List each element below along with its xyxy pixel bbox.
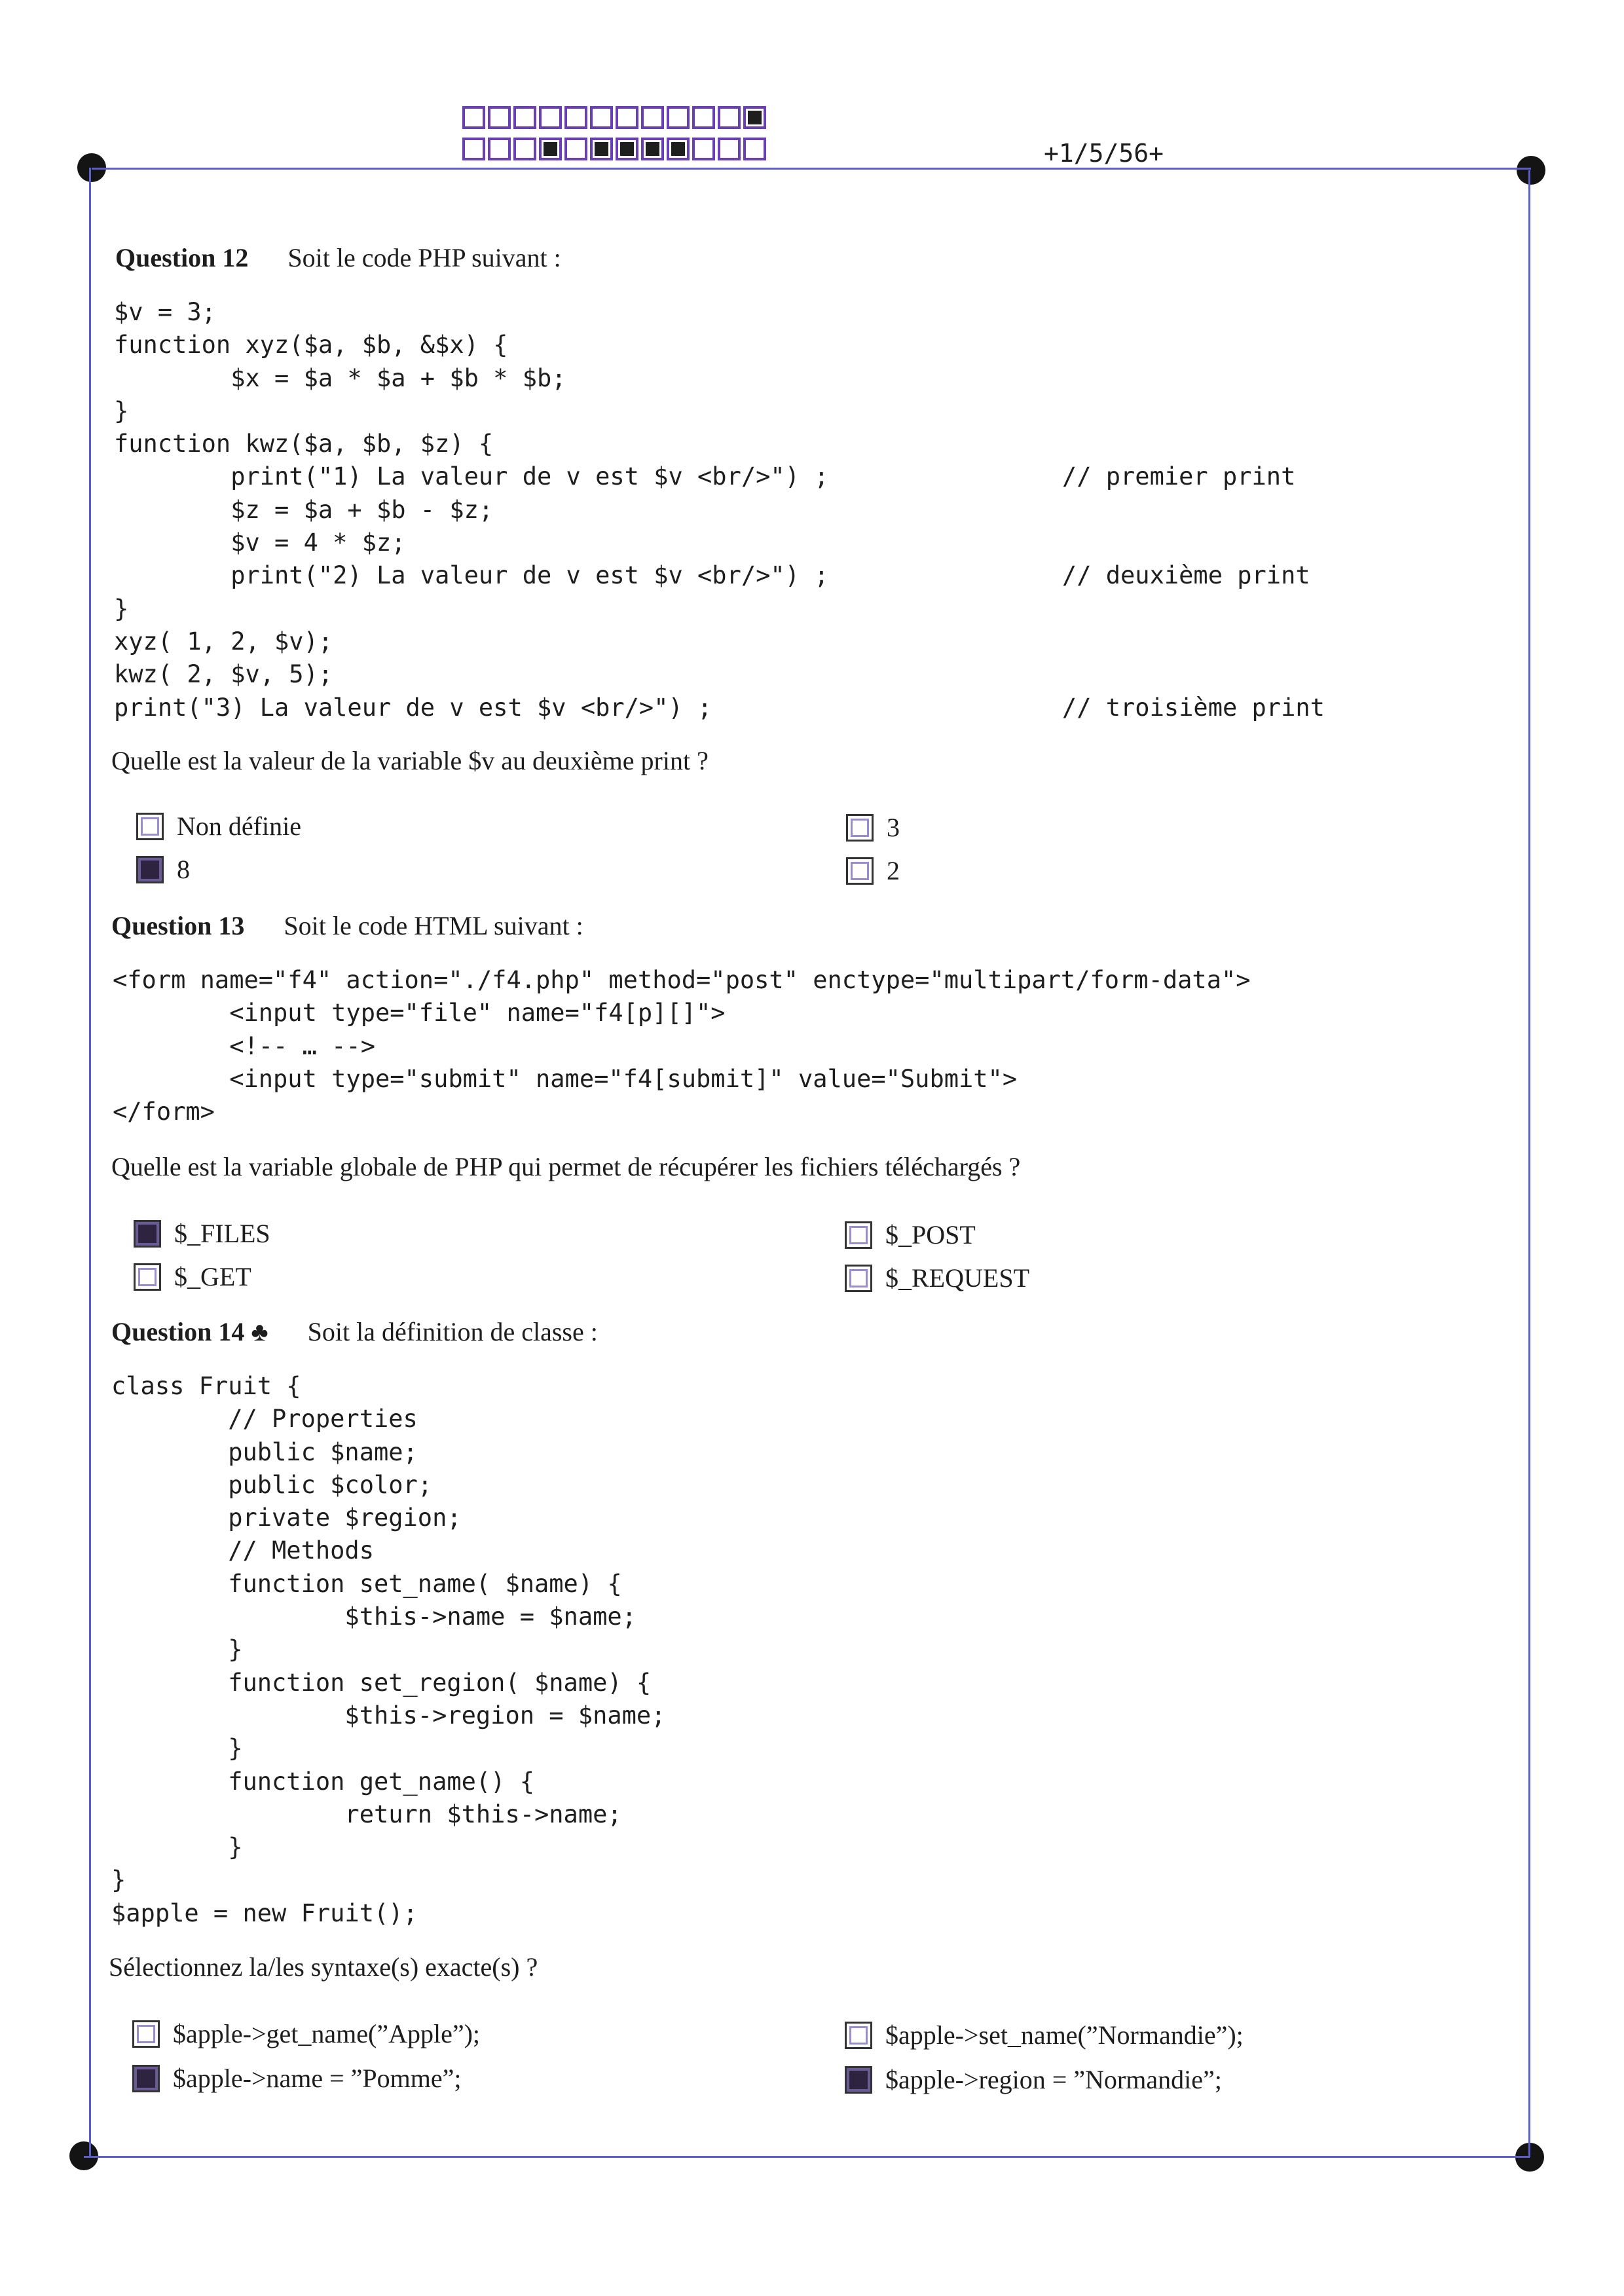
q14-option-c-label: $apple->set_name(”Normandie”); <box>885 2020 1244 2050</box>
question-14-label: Question 14 ♣ <box>111 1317 268 1346</box>
corner-mark-top-right <box>1517 156 1545 185</box>
id-grid-cell <box>539 138 562 160</box>
question-14-intro: Soit la définition de classe : <box>307 1317 598 1346</box>
q12-option-d-label: 2 <box>887 856 900 885</box>
q13-option-d-label: $_REQUEST <box>885 1263 1029 1293</box>
id-grid-cell <box>513 106 536 129</box>
id-grid-cell <box>462 106 485 129</box>
id-grid-cell <box>692 138 715 160</box>
q12-option-c[interactable] <box>846 812 900 843</box>
question-14-code: class Fruit { // Properties public $name; public $color; private $region; // Methods function set_name( $name) { $this->name = $name; } function set_region( $name) { $this->region = $name; } function get_name() { return $this->name; } } $apple = new Fruit(); <box>111 1372 666 1927</box>
q14-option-d[interactable] <box>845 2064 1222 2095</box>
frame-right-line <box>1528 170 1530 2157</box>
q12-option-b[interactable] <box>136 854 190 885</box>
q14-option-b[interactable] <box>132 2063 462 2094</box>
q12-option-d[interactable] <box>846 855 900 886</box>
id-grid-cell <box>488 138 511 160</box>
q14-option-c-checkbox[interactable] <box>845 2022 872 2049</box>
id-grid-cell <box>667 106 690 129</box>
id-grid-cell <box>692 106 715 129</box>
q12-option-c-checkbox[interactable] <box>846 814 874 842</box>
question-12-prompt: Quelle est la valeur de la variable $v au deuxième print ? <box>111 746 709 775</box>
frame-top-line <box>92 168 1531 170</box>
page-code: +1/5/56+ <box>1044 139 1164 168</box>
id-grid-cell <box>641 106 664 129</box>
id-grid-cell <box>718 106 741 129</box>
q12-option-b-label: 8 <box>177 855 190 884</box>
id-grid-cell <box>667 138 690 160</box>
question-14-prompt: Sélectionnez la/les syntaxe(s) exacte(s) ? <box>109 1952 538 1982</box>
q12-option-c-label: 3 <box>887 813 900 842</box>
question-12-code: $v = 3; function xyz($a, $b, &$x) { $x = $a * $a + $b * $b; } function kwz($a, $b, $z) { print("1) La valeur de v est $v <br/>") ; // premier print $z = $a + $b - $z; $v = 4 * $z; print("2) La valeur de v est $v <br/>") ; // deuxième print } xyz( 1, 2, $v); kwz( 2, $v, 5); print("3) La valeur de v est $v <br/>") ; // troisième print <box>114 298 1325 722</box>
question-14-header <box>111 1316 598 1347</box>
question-13-code: <form name="f4" action="./f4.php" method="post" enctype="multipart/form-data"> <input type="file" name="f4[p][]"> <!-- … --> <input type="submit" name="f4[submit]" value="Submit"> </form> <box>113 966 1251 1126</box>
q12-option-a-label: Non définie <box>177 811 301 841</box>
q12-option-d-checkbox[interactable] <box>846 857 874 885</box>
question-12-intro: Soit le code PHP suivant : <box>287 243 561 272</box>
q13-option-a-label: $_FILES <box>174 1219 270 1248</box>
q12-option-b-checkbox[interactable] <box>136 856 164 883</box>
q13-option-d-checkbox[interactable] <box>845 1265 872 1292</box>
q13-option-b-checkbox[interactable] <box>134 1263 161 1291</box>
id-grid-row-1 <box>462 106 766 129</box>
id-grid-cell <box>564 138 587 160</box>
q14-option-a[interactable] <box>132 2018 480 2049</box>
id-grid-cell <box>513 138 536 160</box>
q12-option-a-checkbox[interactable] <box>136 813 164 840</box>
question-13-prompt: Quelle est la variable globale de PHP qui permet de récupérer les fichiers téléchargés ? <box>111 1152 1021 1181</box>
question-13-intro: Soit le code HTML suivant : <box>284 911 583 940</box>
id-grid-row-2 <box>462 138 766 160</box>
id-grid-cell <box>488 106 511 129</box>
q13-option-c-checkbox[interactable] <box>845 1221 872 1249</box>
question-13-header <box>111 910 583 941</box>
q13-option-b[interactable] <box>134 1261 251 1292</box>
id-grid-cell <box>564 106 587 129</box>
q13-option-c-label: $_POST <box>885 1220 976 1250</box>
id-grid-cell <box>462 138 485 160</box>
q14-option-c[interactable] <box>845 2020 1244 2050</box>
question-13-label: Question 13 <box>111 911 245 940</box>
q14-option-a-checkbox[interactable] <box>132 2020 160 2048</box>
q14-option-d-checkbox[interactable] <box>845 2066 872 2094</box>
q13-option-a[interactable] <box>134 1218 270 1249</box>
question-12-header <box>115 242 561 273</box>
q14-option-b-checkbox[interactable] <box>132 2065 160 2092</box>
id-grid-cell <box>641 138 664 160</box>
q13-option-b-label: $_GET <box>174 1262 251 1291</box>
q13-option-d[interactable] <box>845 1263 1029 1293</box>
id-grid-cell <box>616 138 638 160</box>
q13-option-a-checkbox[interactable] <box>134 1220 161 1248</box>
id-grid-cell <box>718 138 741 160</box>
question-12-label: Question 12 <box>115 243 249 272</box>
frame-left-line <box>89 168 91 2156</box>
q12-option-a[interactable] <box>136 811 301 842</box>
q13-option-c[interactable] <box>845 1219 976 1250</box>
id-grid-cell <box>616 106 638 129</box>
q14-option-b-label: $apple->name = ”Pomme”; <box>173 2064 462 2093</box>
id-grid-cell <box>539 106 562 129</box>
id-grid-cell <box>743 106 766 129</box>
q14-option-d-label: $apple->region = ”Normandie”; <box>885 2065 1222 2094</box>
id-grid-cell <box>590 106 613 129</box>
id-grid-cell <box>743 138 766 160</box>
q14-option-a-label: $apple->get_name(”Apple”); <box>173 2019 481 2048</box>
frame-bottom-line <box>84 2156 1530 2158</box>
id-grid-cell <box>590 138 613 160</box>
